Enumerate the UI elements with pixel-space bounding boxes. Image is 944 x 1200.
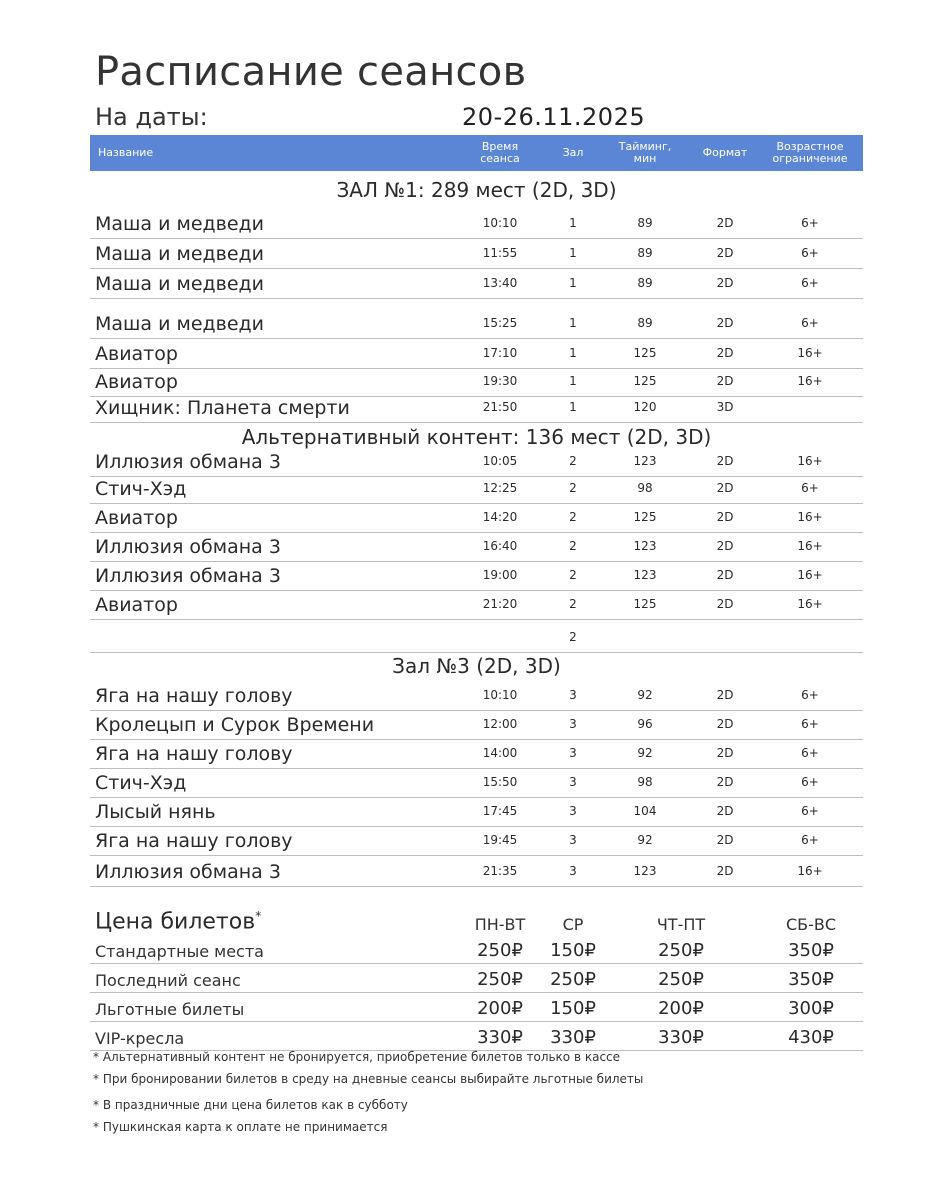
price-value: 200₽: [477, 998, 523, 1019]
cell-time: 11:55: [482, 246, 518, 260]
cell-name: Маша и медведи: [95, 213, 265, 235]
cell-time: 15:50: [482, 775, 518, 789]
header-format: Формат: [702, 146, 748, 159]
cell-hall: 2: [569, 539, 577, 553]
cell-format: 2D: [716, 276, 734, 290]
cell-age: 16+: [797, 539, 823, 553]
cell-duration: 92: [637, 688, 653, 702]
cell-format: 2D: [716, 597, 734, 611]
cell-hall: 3: [569, 833, 577, 847]
price-value: 250₽: [477, 940, 523, 961]
table-row: [90, 739, 863, 769]
cell-age: 16+: [797, 597, 823, 611]
cell-format: 3D: [716, 400, 734, 414]
cell-hall: 3: [569, 775, 577, 789]
header-hall: Зал: [562, 146, 584, 159]
cell-hall: 2: [569, 454, 577, 468]
cell-duration: 125: [633, 346, 657, 360]
cell-name: Стич-Хэд: [95, 772, 187, 794]
cell-format: 2D: [716, 568, 734, 582]
dates-value: 20-26.11.2025: [462, 103, 646, 131]
cell-time: 21:35: [482, 864, 518, 878]
cell-hall: 2: [569, 510, 577, 524]
cell-hall: 3: [569, 717, 577, 731]
price-label: Последний сеанс: [95, 971, 241, 990]
cell-name: Авиатор: [95, 343, 178, 365]
cell-age: 6+: [801, 833, 819, 847]
cell-duration: 92: [637, 833, 653, 847]
cell-duration: 123: [633, 454, 657, 468]
table-row: [90, 476, 863, 504]
cell-duration: 89: [637, 316, 653, 330]
price-table-header: [90, 902, 863, 934]
cell-format: 2D: [716, 481, 734, 495]
table-row: [90, 298, 863, 339]
cell-age: 16+: [797, 454, 823, 468]
price-col-mon-tue: ПН-ВТ: [474, 915, 526, 934]
cell-duration: 125: [633, 374, 657, 388]
cell-time: 19:00: [482, 568, 518, 582]
table-row: [90, 503, 863, 533]
table-row: [90, 396, 863, 423]
cell-age: 16+: [797, 568, 823, 582]
cell-format: 2D: [716, 688, 734, 702]
cell-age: 6+: [801, 246, 819, 260]
cell-name: Яга на нашу голову: [95, 685, 293, 707]
price-row: [90, 963, 863, 993]
cell-duration: 125: [633, 510, 657, 524]
cell-duration: 125: [633, 597, 657, 611]
cell-duration: 98: [637, 775, 653, 789]
cell-name: Маша и медведи: [95, 313, 265, 335]
cell-hall: 3: [569, 688, 577, 702]
header-name: Название: [98, 146, 154, 159]
table-row: [90, 855, 863, 887]
header-age: Возрастное ограничение: [772, 140, 848, 165]
cell-age: 6+: [801, 717, 819, 731]
cell-name: Лысый нянь: [95, 801, 216, 823]
table-row: [90, 768, 863, 798]
cell-time: 12:25: [482, 481, 518, 495]
cell-format: 2D: [716, 374, 734, 388]
price-value: 250₽: [550, 969, 596, 990]
cell-format: 2D: [716, 216, 734, 230]
table-row: [90, 710, 863, 740]
price-row: [90, 934, 863, 964]
cell-duration: 89: [637, 246, 653, 260]
cell-name: Маша и медведи: [95, 273, 265, 295]
cell-time: 10:10: [482, 688, 518, 702]
cell-time: 21:50: [482, 400, 518, 414]
price-value: 330₽: [658, 1027, 704, 1048]
price-value: 330₽: [550, 1027, 596, 1048]
cell-age: 6+: [801, 804, 819, 818]
cell-age: 16+: [797, 864, 823, 878]
price-col-wed: СР: [562, 915, 584, 934]
price-row: [90, 992, 863, 1022]
cell-format: 2D: [716, 804, 734, 818]
cell-time: 19:45: [482, 833, 518, 847]
cell-age: 6+: [801, 775, 819, 789]
cell-age: 6+: [801, 216, 819, 230]
table-row: [90, 338, 863, 369]
cell-hall: 2: [569, 597, 577, 611]
price-value: 150₽: [550, 940, 596, 961]
cell-format: 2D: [716, 717, 734, 731]
cell-duration: 104: [633, 804, 657, 818]
cell-time: 21:20: [482, 597, 518, 611]
cell-age: 6+: [801, 276, 819, 290]
cell-hall: 1: [569, 400, 577, 414]
price-col-thu-fri: ЧТ-ПТ: [656, 915, 706, 934]
cell-format: 2D: [716, 510, 734, 524]
cell-duration: 98: [637, 481, 653, 495]
table-row: [90, 561, 863, 591]
table-row: [90, 532, 863, 562]
cell-hall: 1: [569, 346, 577, 360]
price-value: 330₽: [477, 1027, 523, 1048]
table-row: [90, 590, 863, 620]
cell-format: 2D: [716, 454, 734, 468]
cell-time: 14:20: [482, 510, 518, 524]
header-time: Время сеанса: [480, 140, 520, 165]
cell-hall: 1: [569, 216, 577, 230]
cell-hall: 2: [569, 568, 577, 582]
cell-age: 6+: [801, 688, 819, 702]
cell-name: Иллюзия обмана 3: [95, 451, 281, 473]
price-value: 250₽: [658, 969, 704, 990]
header-duration: Тайминг, мин: [618, 140, 672, 165]
cell-format: 2D: [716, 316, 734, 330]
cell-age: 16+: [797, 510, 823, 524]
price-value: 430₽: [788, 1027, 834, 1048]
section-title: Альтернативный контент: 136 мест (2D, 3D): [241, 425, 712, 449]
price-label: VIP-кресла: [95, 1029, 185, 1048]
page-title: Расписание сеансов: [95, 49, 527, 95]
cell-hall: 1: [569, 316, 577, 330]
cell-time: 19:30: [482, 374, 518, 388]
cell-duration: 123: [633, 864, 657, 878]
cell-format: 2D: [716, 833, 734, 847]
cell-age: 6+: [801, 316, 819, 330]
price-value: 300₽: [788, 998, 834, 1019]
cell-hall: 1: [569, 276, 577, 290]
schedule-table-header: [90, 135, 863, 171]
price-label: Льготные билеты: [95, 1000, 245, 1019]
price-label: Стандартные места: [95, 942, 264, 961]
cell-name: Маша и медведи: [95, 243, 265, 265]
cell-name: Стич-Хэд: [95, 478, 187, 500]
cell-age: 16+: [797, 346, 823, 360]
cell-duration: 96: [637, 717, 653, 731]
cell-hall: 3: [569, 804, 577, 818]
table-row: [90, 448, 863, 477]
cell-duration: 92: [637, 746, 653, 760]
cell-hall: 3: [569, 746, 577, 760]
cell-time: 15:25: [482, 316, 518, 330]
footnote: * Альтернативный контент не бронируется, приобретение билетов только в кассе: [93, 1050, 621, 1064]
cell-duration: 123: [633, 539, 657, 553]
cell-hall: 1: [569, 374, 577, 388]
cell-format: 2D: [716, 775, 734, 789]
cell-time: 14:00: [482, 746, 518, 760]
section-title: ЗАЛ №1: 289 мест (2D, 3D): [336, 178, 617, 202]
section-title: Зал №3 (2D, 3D): [392, 654, 561, 678]
cell-age: 16+: [797, 374, 823, 388]
price-value: 250₽: [477, 969, 523, 990]
cell-name: Яга на нашу голову: [95, 743, 293, 765]
cell-time: 17:10: [482, 346, 518, 360]
cell-name: Хищник: Планета смерти: [95, 397, 350, 419]
table-row: [90, 268, 863, 299]
cell-format: 2D: [716, 246, 734, 260]
price-title: Цена билетов*: [95, 908, 262, 934]
cell-name: Авиатор: [95, 371, 178, 393]
cell-time: 10:05: [482, 454, 518, 468]
cell-duration: 123: [633, 568, 657, 582]
cell-duration: 89: [637, 276, 653, 290]
price-value: 250₽: [658, 940, 704, 961]
footnote: * В праздничные дни цена билетов как в субботу: [93, 1098, 408, 1112]
price-col-sat-sun: СБ-ВС: [785, 915, 837, 934]
cell-duration: 120: [633, 400, 657, 414]
table-row: [90, 238, 863, 269]
table-row: [90, 680, 863, 711]
cell-name: Иллюзия обмана 3: [95, 861, 281, 883]
cell-format: 2D: [716, 864, 734, 878]
cell-time: 17:45: [482, 804, 518, 818]
cell-time: 16:40: [482, 539, 518, 553]
cell-age: 6+: [801, 481, 819, 495]
cell-name: Авиатор: [95, 507, 178, 529]
table-row: [90, 797, 863, 827]
cell-time: 12:00: [482, 717, 518, 731]
cell-hall: 1: [569, 246, 577, 260]
cell-hall: 2: [569, 481, 577, 495]
table-row: [90, 368, 863, 397]
cell-name: Авиатор: [95, 594, 178, 616]
price-value: 150₽: [550, 998, 596, 1019]
footnote: * При бронировании билетов в среду на дневные сеансы выбирайте льготные билеты: [93, 1072, 644, 1086]
cell-format: 2D: [716, 539, 734, 553]
footnote: * Пушкинская карта к оплате не принимается: [93, 1120, 388, 1134]
price-row: [90, 1021, 863, 1051]
cell-hall: 2: [569, 630, 577, 644]
price-value: 200₽: [658, 998, 704, 1019]
dates-label: На даты:: [95, 103, 208, 131]
cell-time: 10:10: [482, 216, 518, 230]
cell-age: 6+: [801, 746, 819, 760]
cell-name: Иллюзия обмана 3: [95, 536, 281, 558]
cell-format: 2D: [716, 346, 734, 360]
price-value: 350₽: [788, 969, 834, 990]
table-row: [90, 826, 863, 856]
table-row: [90, 619, 863, 653]
price-value: 350₽: [788, 940, 834, 961]
cell-format: 2D: [716, 746, 734, 760]
cell-name: Кролецып и Сурок Времени: [95, 714, 375, 736]
table-row: [90, 208, 863, 239]
cell-name: Иллюзия обмана 3: [95, 565, 281, 587]
cell-duration: 89: [637, 216, 653, 230]
cell-time: 13:40: [482, 276, 518, 290]
cell-hall: 3: [569, 864, 577, 878]
cell-name: Яга на нашу голову: [95, 830, 293, 852]
